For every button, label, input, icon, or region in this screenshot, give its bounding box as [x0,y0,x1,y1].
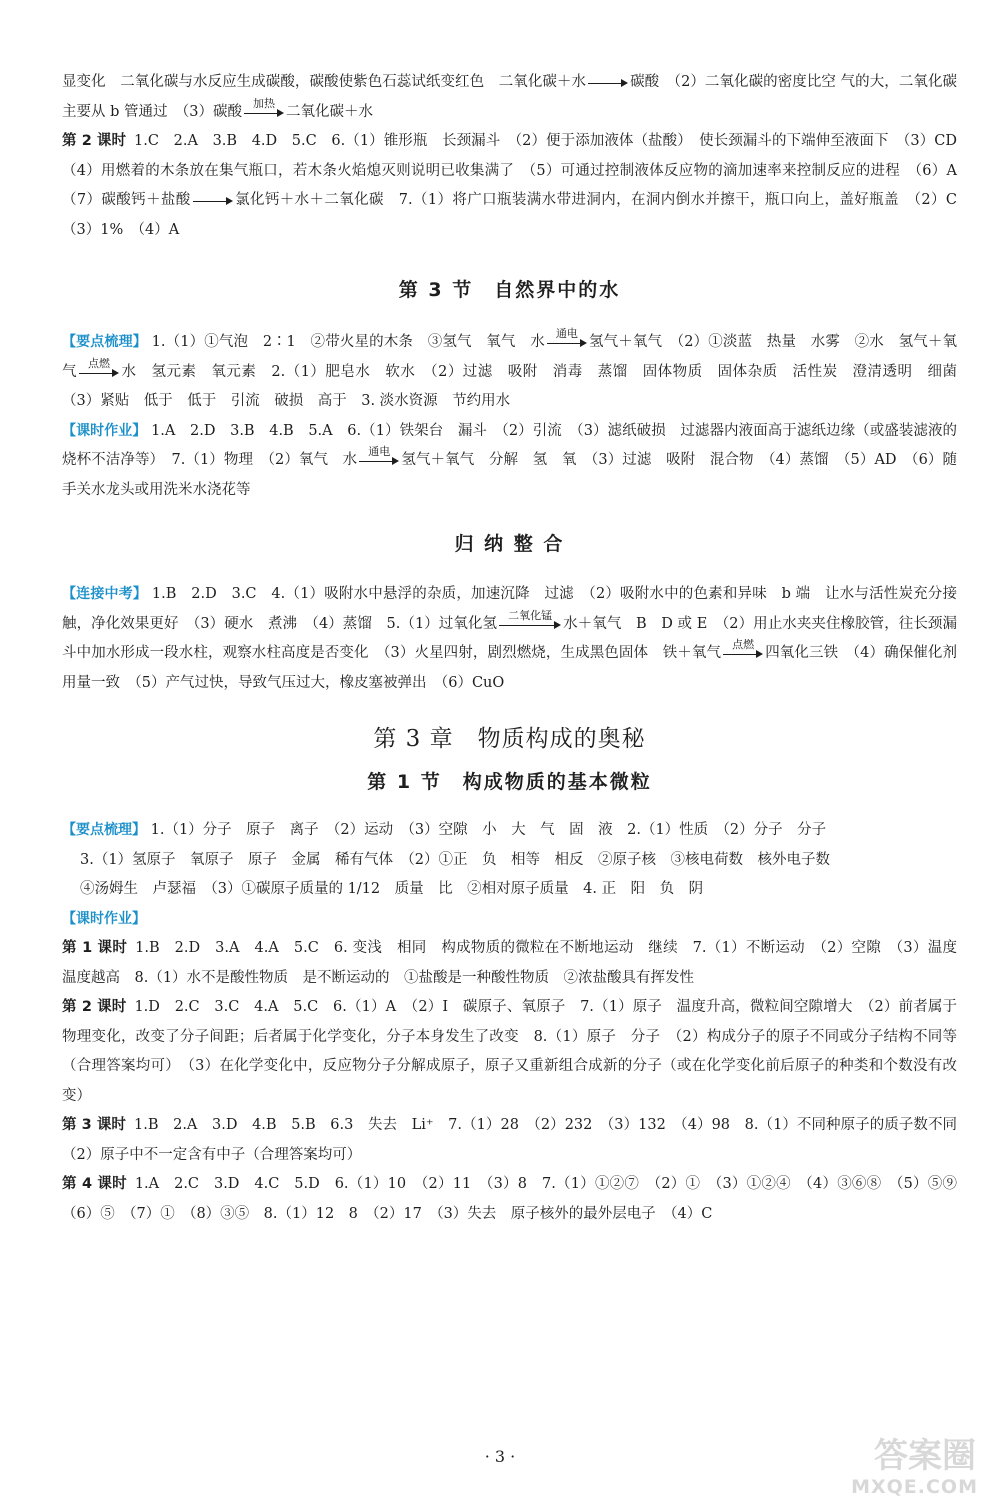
text-run: 氯化钙＋水＋二氧化碳 7.（1）将广口瓶装满水带进洞内，在洞内倒水并擦干，瓶口向上，盖好瓶盖 （2）C （3）1% （4）A [62,192,972,238]
watermark-url: MXQE.COM [851,1476,978,1498]
reaction-arrow [359,445,399,467]
text-run: 1.B 2.D 3.A 4.A 5.C 6. 变浅 相同 构成物质的微粒在不断地运动 继续 7.（1）不断运动 （2）空隙 （3）温度 温度越高 8.（1）水不是酸性物质 是不断运动的 ①盐酸是一种酸性物质 ②浓盐酸具有挥发性 [62,940,972,986]
text-run: 显变化 二氧化碳与水反应生成碳酸，碳酸使紫色石蕊试纸变红色 二氧化碳＋水 [62,74,587,90]
text-run: 氢气＋氧气 （2）①淡蓝 热量 水雾 ②水 氢气＋氧气 [62,334,958,380]
homework-tag-line [62,905,957,935]
reaction-arrow [723,638,763,660]
reaction-condition: 点燃 [732,638,755,651]
reaction-condition: 点燃 [88,356,110,370]
lesson-answers [62,1111,972,1170]
reaction-condition: 加热 [252,96,275,110]
reaction-arrow [244,96,284,119]
answer-page [62,68,972,1229]
lesson-answers [62,993,957,1111]
lesson-label: 第 2 课时 [62,133,127,149]
section-title: 第 3 节 自然界中的水 [398,279,621,301]
section-title: 第 1 节 构成物质的基本微粒 [367,771,652,793]
text-run: 1.B 2.A 3.D 4.B 5.B 6.3 失去 Li⁺ 7.（1）28 （2）232 （3）132 （4）98 8.（1）不同种原子的质子数不同 （2）原子中不一定含有中子（合理答案均可） [62,1117,972,1163]
homework-block [62,417,957,506]
text-run: 1.D 2.C 3.C 4.A 5.C 6.（1）A （2）Ⅰ 碳原子、氧原子 7.（1）原子 温度升高，微粒间空隙增大 （2）前者属于物理变化，改变了分子间距；后者属于化学变化，分子本身发生了改变 8.（1）原子 分子 （2）构成分子的原子不同或分子结构不同等（合理答案均可） （3）在化学变化中，反应物分子分解成原子，原子又重新组合成新的分子（或在化学变化前后原子的种类和个数没有改变） [62,999,957,1104]
exam-link-block [62,580,957,698]
text-run: 气的大，二氧化碳主要从 b 管通过 （3）碳酸 [62,74,958,120]
text-run: 氢气＋氧气 分解 氢 氧 （3）过滤 吸附 混合物 （4）蒸馏 （5）AD （6）随手关水龙头或用洗米水浇花等 [62,452,957,498]
key-points-line: ④汤姆生 卢瑟福 （3）①碳原子质量的 1/12 质量 比 ②相对原子质量 4. 正 阳 负 阴 [80,881,704,897]
watermark-logo [756,1436,986,1498]
exam-link-tag: 【连接中考】 [62,586,148,602]
lesson-answers [62,1170,972,1229]
reaction-arrow [193,193,233,207]
reaction-condition: 通电 [368,445,391,458]
text-run: 水 氢元素 氧元素 2.（1）肥皂水 软水 （2）过滤 吸附 消毒 蒸馏 固体物质 固体杂质 活性炭 澄清透明 细菌 （3）紧贴 低于 低于 引流 破损 高于 3. 淡水资源 节约用水 [62,363,972,409]
text-run: 碳酸 （2）二氧化碳的密度比空 [630,74,836,90]
summary-title: 归 纳 整 合 [454,533,565,555]
lesson-label: 第 3 课时 [62,1117,126,1133]
homework-tag: 【课时作业】 [62,910,146,927]
text-run: 1.（1）分子 原子 离子 （2）运动 （3）空隙 小 大 气 固 液 2.（1）性质 （2）分子 分子 [150,822,827,838]
lesson-2-answers [62,127,972,245]
lesson-answers [62,934,972,993]
watermark-text: 答案圈 [874,1436,976,1476]
text-run: 1.A 2.C 3.D 4.C 5.D 6.（1）10 （2）11 （3）8 7.（1）①②⑦ （2）① （3）①②④ （4）③⑥⑧ （5）⑤⑨ （6）⑤ （7）① （8）③⑤ 8.（1）12 8 （2）17 （3）失去 原子核外的最外层电子 （4）C [62,1176,972,1222]
text-run: 1.C 2.A 3.B 4.D 5.C 6.（1）锥形瓶 长颈漏斗 （2）便于添加液体（盐酸） 使长颈漏斗的下端伸至液面下 （3）CD （4）用燃着的木条放在集气瓶口，若木条火焰熄灭则说明已收集满了 （5）可通过控制液体反应物的滴加速率来控制反应的进程 （6）A （7）碳酸钙＋盐酸 [62,133,972,208]
key-points-tag: 【要点梳理】 [62,822,146,838]
top-continuation [62,68,957,127]
page-number: · 3 · [484,1447,516,1466]
text-run: 二氧化碳＋水 [285,103,373,120]
text-run: 四氧化三铁 （4）确保催化剂用量一致 （5）产气过快，导致气压过大，橡皮塞被弹出 （6）CuO [62,645,957,691]
reaction-arrow [79,356,119,379]
homework-tag: 【课时作业】 [62,422,147,439]
text-run: 水＋氧气 B D 或 E （2）用止水夹夹住橡胶管，往长颈漏斗中加水形成一段水柱，观察水柱高度是否变化 （3）火星四射，剧烈燃烧，生成黑色固体 铁＋氧气 [62,615,957,661]
text-run: 1.（1）①气泡 2∶1 ②带火星的木条 ③氢气 氧气 水 [151,334,545,350]
lesson-label: 第 1 课时 [62,940,128,956]
key-points-tag: 【要点梳理】 [62,334,147,350]
lesson-label: 第 4 课时 [62,1176,127,1192]
text-run: 1.B 2.D 3.C 4.（1）吸附水中悬浮的杂质，加速沉降 过滤 （2）吸附水中的色素和异味 b 端 让水与活性炭充分接触，净化效果更好 （3）硬水 煮沸 （4）蒸馏 5.（1）过氧化氢 [62,586,957,632]
lesson-label: 第 2 课时 [62,999,127,1015]
reaction-arrow [588,75,628,89]
key-points-line: 3.（1）氢原子 氧原子 原子 金属 稀有气体 （2）①正 负 相等 相反 ②原子核 ③核电荷数 核外电子数 [80,851,831,868]
reaction-arrow [547,327,587,349]
key-points-block [62,327,972,417]
reaction-condition: 二氧化锰 [508,608,553,622]
chapter-title: 第 3 章 物质构成的奥秘 [373,726,646,752]
key-points-block [62,816,957,846]
reaction-condition: 通电 [555,327,578,340]
text-run: 1.A 2.D 3.B 4.B 5.A 6.（1）铁架台 漏斗 （2）引流 （3）滤纸破损 过滤器内液面高于滤纸边缘（或盛装滤液的烧杯不洁净等） 7.（1）物理 （2）氧气 水 [62,422,958,468]
reaction-arrow [499,608,561,631]
